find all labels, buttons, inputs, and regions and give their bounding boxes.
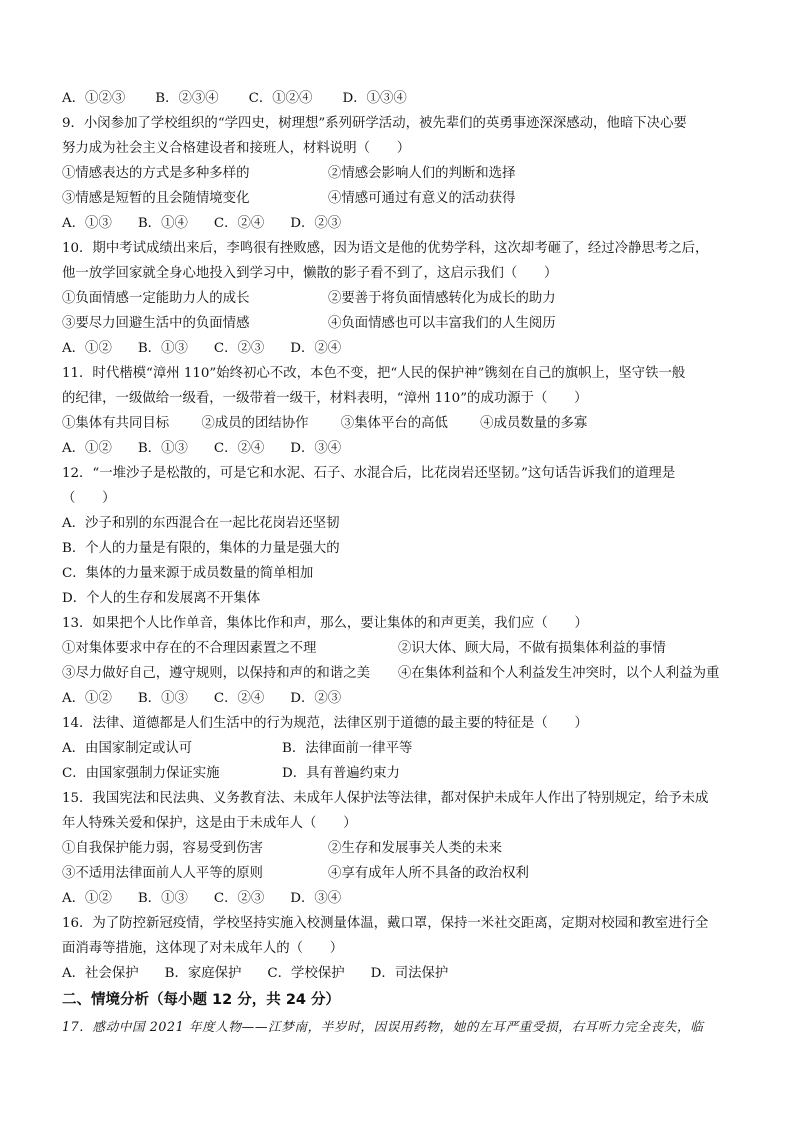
q12-option-c: C．集体的力量来源于成员数量的简单相加: [62, 566, 314, 581]
option-a: A．①③: [62, 216, 112, 231]
statement-1: ①对集体要求中存在的不合理因素置之不理: [62, 641, 317, 656]
option-c: C．②③: [213, 891, 265, 906]
option-c: C．由国家强制力保证实施: [62, 766, 220, 781]
q13-statements-row1: [62, 636, 742, 661]
option-d: D．司法保护: [370, 966, 449, 981]
option-b: B．①③: [137, 691, 188, 706]
statement-3: ③不适用法律面前人人平等的原则: [62, 866, 263, 881]
statement-4: ④负面情感也可以丰富我们的人生阅历: [328, 316, 556, 331]
statement-1: ①负面情感一定能助力人的成长: [62, 291, 250, 306]
q11-stem-line2: 的纪律，一级做给一级看，一级带着一级干，材料表明，“漳州 110”的成功源于（ ）: [62, 391, 588, 406]
section-heading: 二、情境分析（每小题 12 分，共 24 分）: [62, 992, 341, 1008]
option-c: C．②④: [213, 441, 265, 456]
option-c: C．学校保护: [267, 966, 345, 981]
q12-stem-line1: 12．“一堆沙子是松散的，可是它和水泥、石子、水混合后，比花岗岩还坚韧。”这句话告诉我们的道理是: [62, 466, 676, 481]
q15-options: [62, 886, 742, 911]
option-d: D．②④: [290, 341, 342, 356]
statement-3: ③尽力做好自己，遵守规则，以保持和声的和谐之美: [62, 666, 370, 681]
q10-stem-line2: 他一放学回家就全身心地投入到学习中，懒散的影子看不到了，这启示我们（ ）: [62, 266, 558, 281]
q10-statements-row2: [62, 311, 742, 336]
option-a: A．①②: [62, 441, 112, 456]
statement-4: ④成员数量的多寡: [480, 416, 588, 431]
q16-stem-line2: 面消毒等措施，这体现了对未成年人的（ ）: [62, 941, 344, 956]
option-d: D．③④: [290, 891, 342, 906]
q10-statements-row1: [62, 286, 742, 311]
q9-stem-line1: 9．小闵参加了学校组织的“学四史，树理想”系列研学活动，被先辈们的英勇事迹深深感动，他暗下决心要: [62, 116, 687, 131]
statement-4: ④在集体利益和个人利益发生冲突时，以个人利益为重: [398, 666, 720, 681]
option-a: A．社会保护: [62, 966, 139, 981]
option-b: B．法律面前一律平等: [282, 741, 413, 756]
statement-2: ②要善于将负面情感转化为成长的助力: [328, 291, 556, 306]
q11-statements: [62, 411, 742, 436]
q16-options: [62, 961, 742, 986]
option-a: A．①②: [62, 341, 112, 356]
option-d: D．③④: [290, 441, 342, 456]
statement-2: ②生存和发展事关人类的未来: [328, 841, 503, 856]
option-a: A．①②: [62, 691, 112, 706]
statement-4: ④情感可通过有意义的活动获得: [328, 191, 516, 206]
q17-stem-line1: 17．感动中国 2021 年度人物——江梦南，半岁时，因误用药物，她的左耳严重受损，右耳听力完全丧失，临: [62, 1019, 704, 1034]
q14-options-row2: [62, 761, 742, 786]
q8-options: [62, 86, 742, 111]
statement-3: ③情感是短暂的且会随情境变化: [62, 191, 250, 206]
option-d: D．具有普遍约束力: [282, 766, 400, 781]
q15-statements-row2: [62, 861, 742, 886]
q13-stem-line1: 13．如果把个人比作单音，集体比作和声，那么，要让集体的和声更美，我们应（ ）: [62, 616, 588, 631]
exam-page: [62, 86, 742, 1039]
option-c: C．①②④: [248, 91, 313, 106]
q12-option-d: D．个人的生存和发展离不开集体: [62, 591, 261, 606]
option-a: A．①②: [62, 891, 112, 906]
option-b: B．①③: [137, 441, 188, 456]
q12-option-b: B．个人的力量是有限的，集体的力量是强大的: [62, 541, 340, 556]
option-c: C．②④: [213, 691, 265, 706]
option-c: C．②④: [213, 216, 265, 231]
statement-3: ③集体平台的高低: [340, 416, 448, 431]
option-c: C．②③: [213, 341, 265, 356]
statement-2: ②识大体、顾大局，不做有损集体利益的事情: [398, 641, 666, 656]
q9-statements-row1: [62, 161, 742, 186]
statement-4: ④享有成年人所不具备的政治权利: [328, 866, 529, 881]
option-b: B．①③: [137, 891, 188, 906]
q10-stem-line1: 10．期中考试成绩出来后，李鸣很有挫败感，因为语文是他的优势学科，这次却考砸了，经过冷静思考之后，: [62, 241, 709, 256]
option-d: D．①③④: [342, 91, 407, 106]
option-a: A．由国家制定或认可: [62, 741, 193, 756]
q15-stem-line2: 年人特殊关爱和保护，这是由于未成年人（ ）: [62, 816, 357, 831]
q9-options: [62, 211, 742, 236]
statement-2: ②情感会影响人们的判断和选择: [328, 166, 516, 181]
q11-stem-line1: 11．时代楷模“漳州 110”始终初心不改，本色不变，把“人民的保护神”镌刻在自己的旗帜上，坚守铁一般: [62, 366, 686, 381]
q11-options: [62, 436, 742, 461]
q15-stem-line1: 15．我国宪法和民法典、义务教育法、未成年人保护法等法律，都对保护未成年人作出了特别规定，给予未成: [62, 791, 709, 806]
option-d: D．②③: [290, 691, 342, 706]
q9-statements-row2: [62, 186, 742, 211]
option-a: A．①②③: [62, 91, 126, 106]
option-b: B．①④: [137, 216, 188, 231]
q15-statements-row1: [62, 836, 742, 861]
statement-2: ②成员的团结协作: [201, 416, 309, 431]
statement-1: ①自我保护能力弱，容易受到伤害: [62, 841, 263, 856]
option-b: B．①③: [137, 341, 188, 356]
statement-3: ③要尽力回避生活中的负面情感: [62, 316, 250, 331]
q12-stem-line2: （ ）: [62, 491, 116, 506]
q16-stem-line1: 16．为了防控新冠疫情，学校坚持实施入校测量体温，戴口罩，保持一米社交距离，定期对校园和教室进行全: [62, 916, 709, 931]
option-b: B．②③④: [155, 91, 219, 106]
q12-option-a: A．沙子和别的东西混合在一起比花岗岩还坚韧: [62, 516, 340, 531]
q13-statements-row2: [62, 661, 742, 686]
q9-stem-line2: 努力成为社会主义合格建设者和接班人，材料说明（ ）: [62, 141, 411, 156]
q10-options: [62, 336, 742, 361]
statement-1: ①情感表达的方式是多种多样的: [62, 166, 250, 181]
option-d: D．②③: [290, 216, 342, 231]
q14-options-row1: [62, 736, 742, 761]
option-b: B．家庭保护: [164, 966, 242, 981]
q14-stem-line1: 14．法律、道德都是人们生活中的行为规范，法律区别于道德的最主要的特征是（ ）: [62, 716, 588, 731]
statement-1: ①集体有共同目标: [62, 416, 170, 431]
q13-options: [62, 686, 742, 711]
